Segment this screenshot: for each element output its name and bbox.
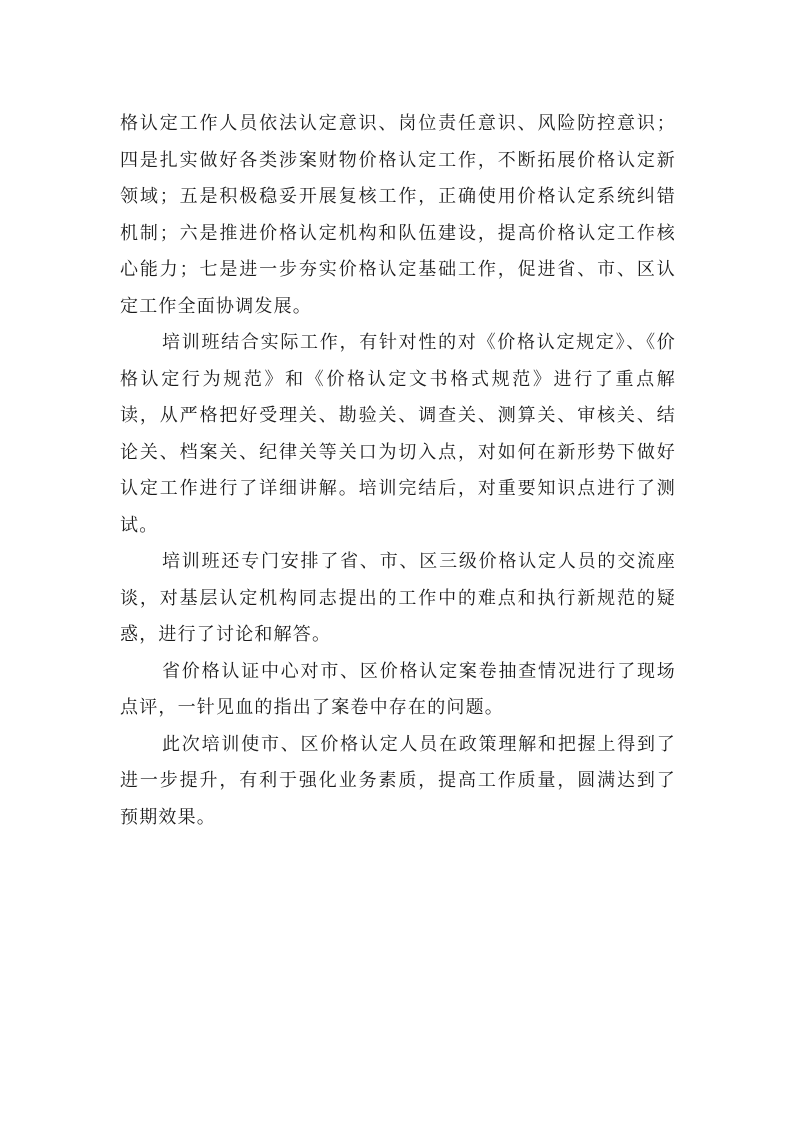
paragraph-case-review: 省价格认证中心对市、区价格认定案卷抽查情况进行了现场点评，一针见血的指出了案卷中存在的问题。	[120, 660, 676, 718]
paragraph-training-content: 培训班结合实际工作，有针对性的对《价格认定规定》、《价格认定行为规范》和《价格认定文书格式规范》进行了重点解读，从严格把好受理关、勘验关、调查关、测算关、审核关、结论关、档案关、纪律关等关口为切入点，对如何在新形势下做好认定工作进行了详细讲解。培训完结后，对重要知识点进行了测试。	[120, 332, 676, 536]
paragraph-continuation: 格认定工作人员依法认定意识、岗位责任意识、风险防控意识；四是扎实做好各类涉案财物价格认定工作，不断拓展价格认定新领域；五是积极稳妥开展复核工作，正确使用价格认定系统纠错机制；六是推进价格认定机构和队伍建设，提高价格认定工作核心能力；七是进一步夯实价格认定基础工作，促进省、市、区认定工作全面协调发展。	[120, 113, 676, 317]
paragraph-conclusion: 此次培训使市、区价格认定人员在政策理解和把握上得到了进一步提升，有利于强化业务素质，提高工作质量，圆满达到了预期效果。	[120, 733, 676, 828]
paragraph-discussion: 培训班还专门安排了省、市、区三级价格认定人员的交流座谈，对基层认定机构同志提出的工作中的难点和执行新规范的疑惑，进行了讨论和解答。	[120, 551, 676, 645]
document-body	[120, 106, 676, 836]
